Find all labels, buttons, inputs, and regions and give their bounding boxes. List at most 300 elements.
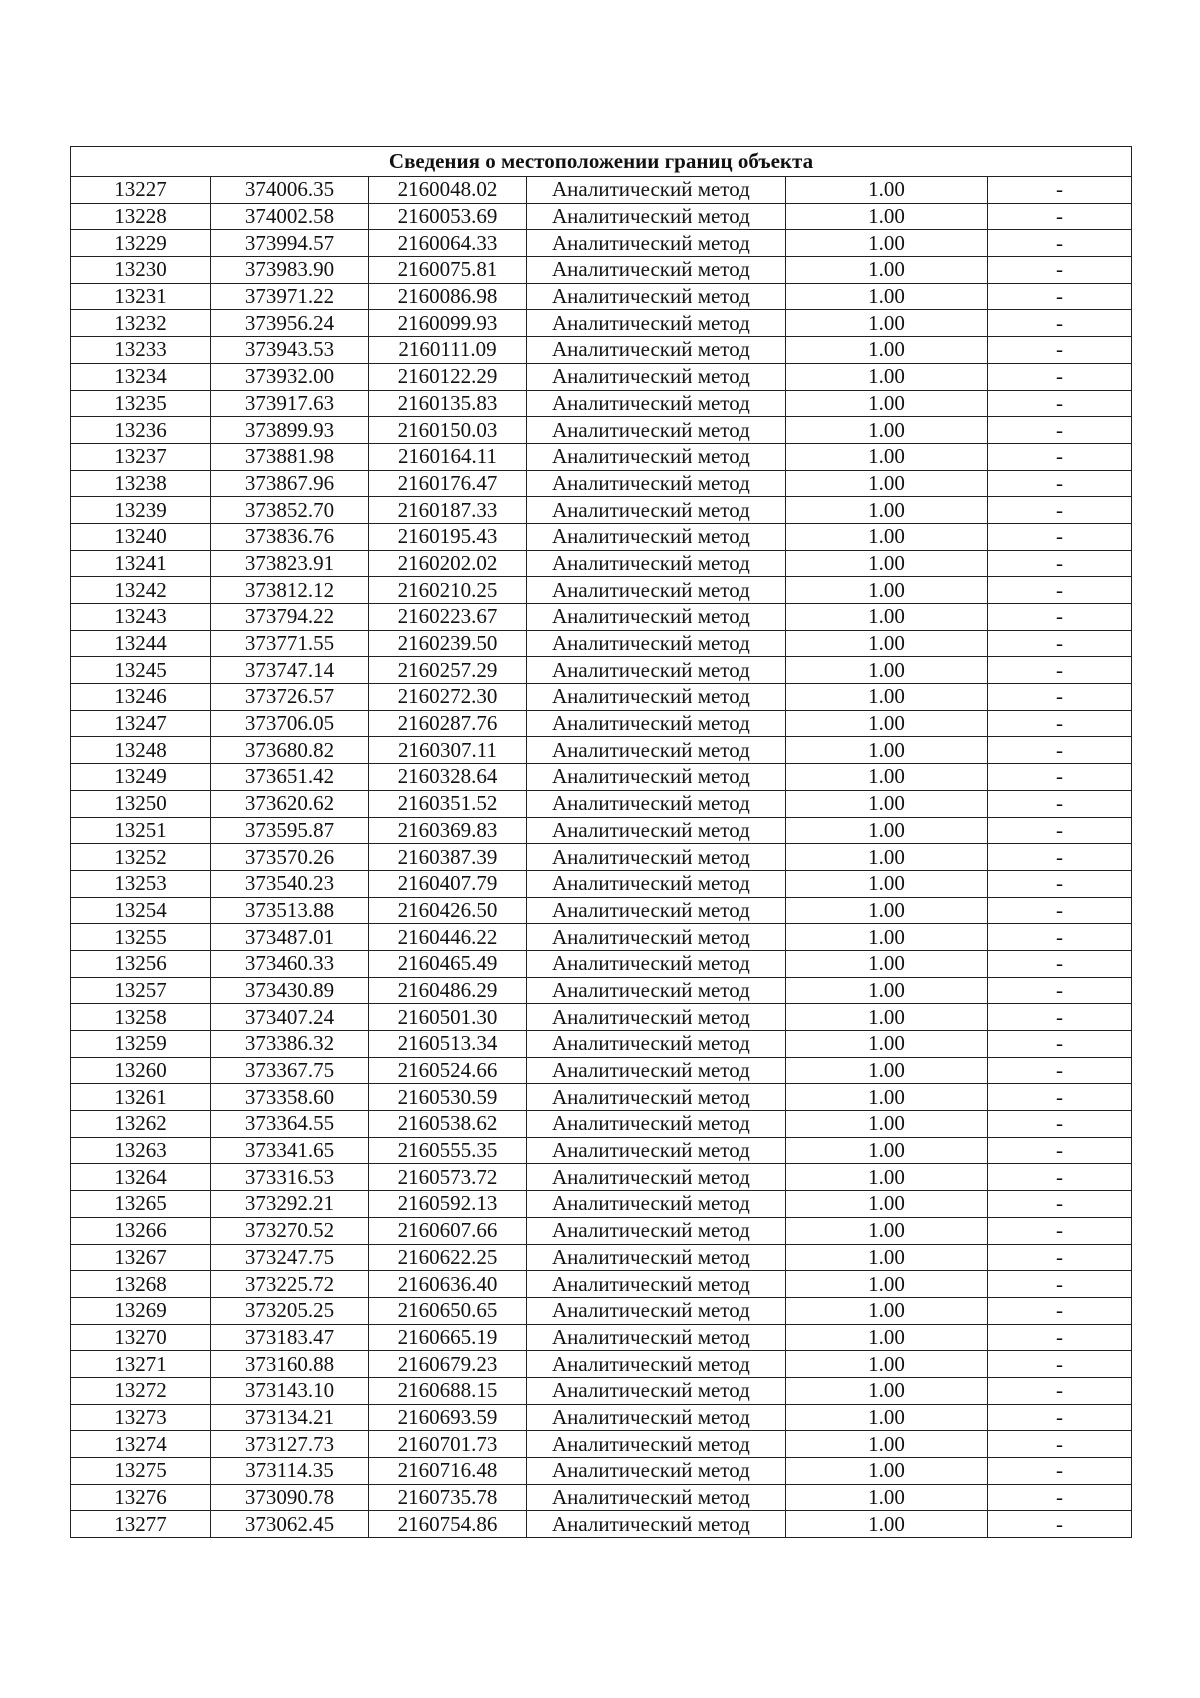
method-cell: Аналитический метод [527, 817, 786, 844]
accuracy-cell: 1.00 [786, 977, 988, 1004]
description-cell: - [988, 924, 1132, 951]
table-row [71, 657, 1132, 684]
table-row [71, 1484, 1132, 1511]
table-row [71, 1431, 1132, 1458]
description-cell: - [988, 1297, 1132, 1324]
accuracy-cell: 1.00 [786, 1297, 988, 1324]
x-coordinate-cell: 373917.63 [211, 390, 369, 417]
boundary-coordinates-table [70, 146, 1132, 1538]
method-cell: Аналитический метод [527, 1324, 786, 1351]
method-cell: Аналитический метод [527, 1031, 786, 1058]
y-coordinate-cell: 2160176.47 [369, 470, 527, 497]
point-number-cell: 13227 [71, 177, 211, 204]
accuracy-cell: 1.00 [786, 1244, 988, 1271]
description-cell: - [988, 870, 1132, 897]
accuracy-cell: 1.00 [786, 1084, 988, 1111]
point-number-cell: 13262 [71, 1111, 211, 1138]
x-coordinate-cell: 373090.78 [211, 1484, 369, 1511]
table-row [71, 550, 1132, 577]
y-coordinate-cell: 2160223.67 [369, 604, 527, 631]
x-coordinate-cell: 373430.89 [211, 977, 369, 1004]
description-cell: - [988, 977, 1132, 1004]
table-row [71, 737, 1132, 764]
point-number-cell: 13272 [71, 1377, 211, 1404]
method-cell: Аналитический метод [527, 310, 786, 337]
table-row [71, 283, 1132, 310]
y-coordinate-cell: 2160693.59 [369, 1404, 527, 1431]
y-coordinate-cell: 2160465.49 [369, 950, 527, 977]
description-cell: - [988, 1484, 1132, 1511]
y-coordinate-cell: 2160351.52 [369, 790, 527, 817]
point-number-cell: 13237 [71, 443, 211, 470]
x-coordinate-cell: 373247.75 [211, 1244, 369, 1271]
description-cell: - [988, 1217, 1132, 1244]
y-coordinate-cell: 2160164.11 [369, 443, 527, 470]
method-cell: Аналитический метод [527, 1484, 786, 1511]
accuracy-cell: 1.00 [786, 337, 988, 364]
x-coordinate-cell: 373316.53 [211, 1164, 369, 1191]
accuracy-cell: 1.00 [786, 604, 988, 631]
description-cell: - [988, 1004, 1132, 1031]
method-cell: Аналитический метод [527, 230, 786, 257]
y-coordinate-cell: 2160573.72 [369, 1164, 527, 1191]
x-coordinate-cell: 373867.96 [211, 470, 369, 497]
description-cell: - [988, 310, 1132, 337]
table-row [71, 844, 1132, 871]
point-number-cell: 13257 [71, 977, 211, 1004]
method-cell: Аналитический метод [527, 497, 786, 524]
point-number-cell: 13236 [71, 417, 211, 444]
method-cell: Аналитический метод [527, 1217, 786, 1244]
x-coordinate-cell: 373680.82 [211, 737, 369, 764]
point-number-cell: 13258 [71, 1004, 211, 1031]
method-cell: Аналитический метод [527, 897, 786, 924]
table-row [71, 897, 1132, 924]
table-row [71, 950, 1132, 977]
method-cell: Аналитический метод [527, 1084, 786, 1111]
description-cell: - [988, 1404, 1132, 1431]
y-coordinate-cell: 2160701.73 [369, 1431, 527, 1458]
accuracy-cell: 1.00 [786, 1137, 988, 1164]
x-coordinate-cell: 373881.98 [211, 443, 369, 470]
description-cell: - [988, 684, 1132, 711]
x-coordinate-cell: 373292.21 [211, 1191, 369, 1218]
method-cell: Аналитический метод [527, 630, 786, 657]
table-row [71, 870, 1132, 897]
accuracy-cell: 1.00 [786, 1484, 988, 1511]
table-row [71, 630, 1132, 657]
point-number-cell: 13241 [71, 550, 211, 577]
description-cell: - [988, 950, 1132, 977]
description-cell: - [988, 764, 1132, 791]
description-cell: - [988, 1244, 1132, 1271]
point-number-cell: 13232 [71, 310, 211, 337]
method-cell: Аналитический метод [527, 790, 786, 817]
point-number-cell: 13242 [71, 577, 211, 604]
point-number-cell: 13238 [71, 470, 211, 497]
x-coordinate-cell: 373364.55 [211, 1111, 369, 1138]
x-coordinate-cell: 373341.65 [211, 1137, 369, 1164]
y-coordinate-cell: 2160538.62 [369, 1111, 527, 1138]
method-cell: Аналитический метод [527, 1111, 786, 1138]
point-number-cell: 13273 [71, 1404, 211, 1431]
accuracy-cell: 1.00 [786, 1458, 988, 1485]
description-cell: - [988, 283, 1132, 310]
description-cell: - [988, 897, 1132, 924]
accuracy-cell: 1.00 [786, 417, 988, 444]
accuracy-cell: 1.00 [786, 764, 988, 791]
description-cell: - [988, 1324, 1132, 1351]
table-row [71, 977, 1132, 1004]
method-cell: Аналитический метод [527, 1271, 786, 1298]
table-row [71, 1458, 1132, 1485]
table-row [71, 1217, 1132, 1244]
point-number-cell: 13260 [71, 1057, 211, 1084]
accuracy-cell: 1.00 [786, 737, 988, 764]
point-number-cell: 13265 [71, 1191, 211, 1218]
y-coordinate-cell: 2160257.29 [369, 657, 527, 684]
x-coordinate-cell: 373836.76 [211, 523, 369, 550]
table-title-row [71, 147, 1132, 177]
x-coordinate-cell: 373143.10 [211, 1377, 369, 1404]
accuracy-cell: 1.00 [786, 443, 988, 470]
y-coordinate-cell: 2160555.35 [369, 1137, 527, 1164]
description-cell: - [988, 1057, 1132, 1084]
table-row [71, 710, 1132, 737]
y-coordinate-cell: 2160636.40 [369, 1271, 527, 1298]
x-coordinate-cell: 373794.22 [211, 604, 369, 631]
accuracy-cell: 1.00 [786, 1511, 988, 1538]
accuracy-cell: 1.00 [786, 550, 988, 577]
x-coordinate-cell: 373932.00 [211, 363, 369, 390]
method-cell: Аналитический метод [527, 657, 786, 684]
accuracy-cell: 1.00 [786, 1271, 988, 1298]
method-cell: Аналитический метод [527, 363, 786, 390]
table-row [71, 417, 1132, 444]
accuracy-cell: 1.00 [786, 1217, 988, 1244]
description-cell: - [988, 177, 1132, 204]
description-cell: - [988, 1377, 1132, 1404]
accuracy-cell: 1.00 [786, 1031, 988, 1058]
x-coordinate-cell: 373134.21 [211, 1404, 369, 1431]
description-cell: - [988, 1137, 1132, 1164]
method-cell: Аналитический метод [527, 1244, 786, 1271]
y-coordinate-cell: 2160530.59 [369, 1084, 527, 1111]
description-cell: - [988, 1431, 1132, 1458]
method-cell: Аналитический метод [527, 950, 786, 977]
method-cell: Аналитический метод [527, 283, 786, 310]
x-coordinate-cell: 373540.23 [211, 870, 369, 897]
y-coordinate-cell: 2160524.66 [369, 1057, 527, 1084]
y-coordinate-cell: 2160099.93 [369, 310, 527, 337]
accuracy-cell: 1.00 [786, 203, 988, 230]
description-cell: - [988, 390, 1132, 417]
description-cell: - [988, 657, 1132, 684]
x-coordinate-cell: 373771.55 [211, 630, 369, 657]
y-coordinate-cell: 2160135.83 [369, 390, 527, 417]
method-cell: Аналитический метод [527, 870, 786, 897]
method-cell: Аналитический метод [527, 1431, 786, 1458]
description-cell: - [988, 1351, 1132, 1378]
x-coordinate-cell: 373460.33 [211, 950, 369, 977]
x-coordinate-cell: 373386.32 [211, 1031, 369, 1058]
point-number-cell: 13231 [71, 283, 211, 310]
description-cell: - [988, 710, 1132, 737]
point-number-cell: 13264 [71, 1164, 211, 1191]
point-number-cell: 13246 [71, 684, 211, 711]
point-number-cell: 13233 [71, 337, 211, 364]
method-cell: Аналитический метод [527, 604, 786, 631]
table-row [71, 924, 1132, 951]
table-row [71, 470, 1132, 497]
table-row [71, 363, 1132, 390]
description-cell: - [988, 630, 1132, 657]
method-cell: Аналитический метод [527, 257, 786, 284]
table-row [71, 177, 1132, 204]
method-cell: Аналитический метод [527, 764, 786, 791]
point-number-cell: 13277 [71, 1511, 211, 1538]
accuracy-cell: 1.00 [786, 897, 988, 924]
table-row [71, 1351, 1132, 1378]
accuracy-cell: 1.00 [786, 790, 988, 817]
x-coordinate-cell: 373160.88 [211, 1351, 369, 1378]
y-coordinate-cell: 2160688.15 [369, 1377, 527, 1404]
point-number-cell: 13255 [71, 924, 211, 951]
method-cell: Аналитический метод [527, 924, 786, 951]
method-cell: Аналитический метод [527, 1004, 786, 1031]
x-coordinate-cell: 374006.35 [211, 177, 369, 204]
y-coordinate-cell: 2160446.22 [369, 924, 527, 951]
x-coordinate-cell: 374002.58 [211, 203, 369, 230]
x-coordinate-cell: 373114.35 [211, 1458, 369, 1485]
point-number-cell: 13271 [71, 1351, 211, 1378]
method-cell: Аналитический метод [527, 523, 786, 550]
point-number-cell: 13244 [71, 630, 211, 657]
table-row [71, 257, 1132, 284]
description-cell: - [988, 1271, 1132, 1298]
point-number-cell: 13267 [71, 1244, 211, 1271]
accuracy-cell: 1.00 [786, 577, 988, 604]
y-coordinate-cell: 2160187.33 [369, 497, 527, 524]
y-coordinate-cell: 2160607.66 [369, 1217, 527, 1244]
x-coordinate-cell: 373183.47 [211, 1324, 369, 1351]
description-cell: - [988, 817, 1132, 844]
description-cell: - [988, 1191, 1132, 1218]
accuracy-cell: 1.00 [786, 844, 988, 871]
point-number-cell: 13247 [71, 710, 211, 737]
method-cell: Аналитический метод [527, 1191, 786, 1218]
accuracy-cell: 1.00 [786, 363, 988, 390]
accuracy-cell: 1.00 [786, 497, 988, 524]
point-number-cell: 13230 [71, 257, 211, 284]
y-coordinate-cell: 2160679.23 [369, 1351, 527, 1378]
method-cell: Аналитический метод [527, 1511, 786, 1538]
description-cell: - [988, 417, 1132, 444]
description-cell: - [988, 577, 1132, 604]
method-cell: Аналитический метод [527, 1404, 786, 1431]
description-cell: - [988, 363, 1132, 390]
accuracy-cell: 1.00 [786, 924, 988, 951]
description-cell: - [988, 1511, 1132, 1538]
x-coordinate-cell: 373899.93 [211, 417, 369, 444]
point-number-cell: 13239 [71, 497, 211, 524]
accuracy-cell: 1.00 [786, 710, 988, 737]
accuracy-cell: 1.00 [786, 870, 988, 897]
table-row [71, 1404, 1132, 1431]
description-cell: - [988, 1458, 1132, 1485]
method-cell: Аналитический метод [527, 844, 786, 871]
table-row [71, 604, 1132, 631]
method-cell: Аналитический метод [527, 177, 786, 204]
table-body [71, 177, 1132, 1538]
y-coordinate-cell: 2160622.25 [369, 1244, 527, 1271]
method-cell: Аналитический метод [527, 1377, 786, 1404]
y-coordinate-cell: 2160754.86 [369, 1511, 527, 1538]
accuracy-cell: 1.00 [786, 257, 988, 284]
x-coordinate-cell: 373943.53 [211, 337, 369, 364]
method-cell: Аналитический метод [527, 1297, 786, 1324]
y-coordinate-cell: 2160210.25 [369, 577, 527, 604]
accuracy-cell: 1.00 [786, 1351, 988, 1378]
method-cell: Аналитический метод [527, 1164, 786, 1191]
y-coordinate-cell: 2160239.50 [369, 630, 527, 657]
table-row [71, 817, 1132, 844]
x-coordinate-cell: 373570.26 [211, 844, 369, 871]
x-coordinate-cell: 373595.87 [211, 817, 369, 844]
y-coordinate-cell: 2160048.02 [369, 177, 527, 204]
point-number-cell: 13274 [71, 1431, 211, 1458]
x-coordinate-cell: 373513.88 [211, 897, 369, 924]
y-coordinate-cell: 2160272.30 [369, 684, 527, 711]
method-cell: Аналитический метод [527, 417, 786, 444]
method-cell: Аналитический метод [527, 390, 786, 417]
y-coordinate-cell: 2160064.33 [369, 230, 527, 257]
y-coordinate-cell: 2160328.64 [369, 764, 527, 791]
x-coordinate-cell: 373367.75 [211, 1057, 369, 1084]
point-number-cell: 13252 [71, 844, 211, 871]
method-cell: Аналитический метод [527, 684, 786, 711]
x-coordinate-cell: 373651.42 [211, 764, 369, 791]
description-cell: - [988, 230, 1132, 257]
x-coordinate-cell: 373812.12 [211, 577, 369, 604]
accuracy-cell: 1.00 [786, 1191, 988, 1218]
accuracy-cell: 1.00 [786, 177, 988, 204]
point-number-cell: 13254 [71, 897, 211, 924]
x-coordinate-cell: 373205.25 [211, 1297, 369, 1324]
x-coordinate-cell: 373706.05 [211, 710, 369, 737]
accuracy-cell: 1.00 [786, 657, 988, 684]
x-coordinate-cell: 373358.60 [211, 1084, 369, 1111]
table-row [71, 1031, 1132, 1058]
method-cell: Аналитический метод [527, 577, 786, 604]
table-row [71, 764, 1132, 791]
table-row [71, 337, 1132, 364]
point-number-cell: 13259 [71, 1031, 211, 1058]
table-row [71, 203, 1132, 230]
description-cell: - [988, 790, 1132, 817]
y-coordinate-cell: 2160053.69 [369, 203, 527, 230]
accuracy-cell: 1.00 [786, 1164, 988, 1191]
point-number-cell: 13251 [71, 817, 211, 844]
x-coordinate-cell: 373983.90 [211, 257, 369, 284]
point-number-cell: 13275 [71, 1458, 211, 1485]
point-number-cell: 13250 [71, 790, 211, 817]
point-number-cell: 13266 [71, 1217, 211, 1244]
accuracy-cell: 1.00 [786, 1057, 988, 1084]
table-title: Сведения о местоположении границ объекта [71, 147, 1132, 177]
accuracy-cell: 1.00 [786, 1004, 988, 1031]
y-coordinate-cell: 2160592.13 [369, 1191, 527, 1218]
method-cell: Аналитический метод [527, 443, 786, 470]
table-row [71, 443, 1132, 470]
y-coordinate-cell: 2160716.48 [369, 1458, 527, 1485]
table-row [71, 1137, 1132, 1164]
point-number-cell: 13234 [71, 363, 211, 390]
point-number-cell: 13249 [71, 764, 211, 791]
description-cell: - [988, 443, 1132, 470]
description-cell: - [988, 1111, 1132, 1138]
point-number-cell: 13245 [71, 657, 211, 684]
point-number-cell: 13248 [71, 737, 211, 764]
y-coordinate-cell: 2160426.50 [369, 897, 527, 924]
accuracy-cell: 1.00 [786, 1324, 988, 1351]
method-cell: Аналитический метод [527, 977, 786, 1004]
x-coordinate-cell: 373270.52 [211, 1217, 369, 1244]
table-row [71, 1511, 1132, 1538]
description-cell: - [988, 737, 1132, 764]
method-cell: Аналитический метод [527, 470, 786, 497]
point-number-cell: 13261 [71, 1084, 211, 1111]
x-coordinate-cell: 373127.73 [211, 1431, 369, 1458]
accuracy-cell: 1.00 [786, 523, 988, 550]
table-row [71, 1164, 1132, 1191]
table-row [71, 1057, 1132, 1084]
point-number-cell: 13270 [71, 1324, 211, 1351]
y-coordinate-cell: 2160122.29 [369, 363, 527, 390]
x-coordinate-cell: 373407.24 [211, 1004, 369, 1031]
y-coordinate-cell: 2160501.30 [369, 1004, 527, 1031]
accuracy-cell: 1.00 [786, 630, 988, 657]
table-row [71, 1271, 1132, 1298]
y-coordinate-cell: 2160407.79 [369, 870, 527, 897]
x-coordinate-cell: 373062.45 [211, 1511, 369, 1538]
x-coordinate-cell: 373971.22 [211, 283, 369, 310]
description-cell: - [988, 257, 1132, 284]
table-row [71, 390, 1132, 417]
y-coordinate-cell: 2160387.39 [369, 844, 527, 871]
point-number-cell: 13228 [71, 203, 211, 230]
description-cell: - [988, 523, 1132, 550]
point-number-cell: 13263 [71, 1137, 211, 1164]
description-cell: - [988, 604, 1132, 631]
table-row [71, 230, 1132, 257]
accuracy-cell: 1.00 [786, 283, 988, 310]
x-coordinate-cell: 373747.14 [211, 657, 369, 684]
y-coordinate-cell: 2160735.78 [369, 1484, 527, 1511]
accuracy-cell: 1.00 [786, 390, 988, 417]
description-cell: - [988, 337, 1132, 364]
description-cell: - [988, 497, 1132, 524]
table-row [71, 1191, 1132, 1218]
accuracy-cell: 1.00 [786, 310, 988, 337]
accuracy-cell: 1.00 [786, 817, 988, 844]
table-row [71, 497, 1132, 524]
y-coordinate-cell: 2160086.98 [369, 283, 527, 310]
point-number-cell: 13256 [71, 950, 211, 977]
description-cell: - [988, 844, 1132, 871]
method-cell: Аналитический метод [527, 203, 786, 230]
method-cell: Аналитический метод [527, 710, 786, 737]
